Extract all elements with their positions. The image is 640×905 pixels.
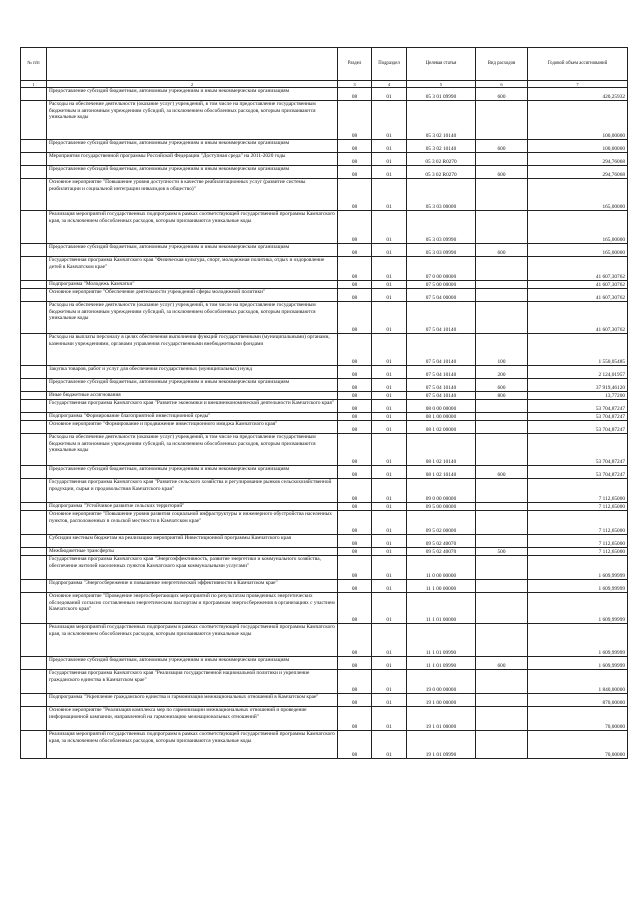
row-expense-type-cell: [476, 731, 528, 759]
row-expense-type-cell: [476, 624, 528, 657]
row-amount-cell: 41 607,30762: [528, 257, 628, 281]
row-subsection-cell: 01: [372, 289, 407, 302]
row-number-cell: [21, 281, 47, 289]
row-section-cell: 08: [338, 593, 372, 624]
row-name-cell: Основное мероприятие "Повышение уровня доступности в качестве реабилитационных услуг (развитие системы реабилитации и социальной интеграции инвалидов в общество)": [47, 179, 338, 211]
row-amount-cell: 2 124,01957: [528, 366, 628, 379]
row-amount-cell: 1 609,99999: [528, 556, 628, 580]
row-amount-cell: 7 112,65000: [528, 548, 628, 556]
row-section-cell: 08: [338, 657, 372, 670]
row-section-cell: 08: [338, 334, 372, 366]
row-subsection-cell: 01: [372, 101, 407, 140]
row-section-cell: 08: [338, 580, 372, 593]
row-name-cell: Предоставление субсидий бюджетным, автономным учреждениям и иным некоммерческим организациям: [47, 466, 338, 479]
row-name-cell: Государственная программа Камчатского края "Энергоэффективность, развитие энергетики и коммунального хозяйства, обеспечение жителей населенных пунктов Камчатского края коммунальными услугами": [47, 556, 338, 580]
row-expense-type-cell: [476, 707, 528, 731]
header-annual-amount: Годовой объем ассигнований: [528, 48, 628, 81]
budget-allocation-table: [20, 47, 628, 759]
row-number-cell: [21, 366, 47, 379]
row-subsection-cell: 01: [372, 302, 407, 334]
row-target-article-cell: 11 1 00 00000: [407, 580, 476, 593]
row-target-article-cell: 09 5 02 40070: [407, 548, 476, 556]
row-target-article-cell: 08 1 00 00000: [407, 413, 476, 421]
table-row: [21, 413, 628, 421]
column-index: 6: [476, 81, 528, 88]
row-name-cell: Реализация мероприятий государственных подпрограмм в рамках соответствующей государственной программы Камчатского края, за исключением обособленных расходов, которым присваиваются уникальные коды: [47, 211, 338, 244]
row-subsection-cell: 01: [372, 88, 407, 101]
row-subsection-cell: 01: [372, 334, 407, 366]
row-expense-type-cell: 600: [476, 379, 528, 392]
row-section-cell: 08: [338, 153, 372, 166]
row-expense-type-cell: [476, 694, 528, 707]
table-row: [21, 731, 628, 759]
row-target-article-cell: 07 5 04 10140: [407, 366, 476, 379]
table-row: [21, 434, 628, 466]
row-amount-cell: 7 112,65000: [528, 503, 628, 511]
row-name-cell: Основное мероприятие "Проведение энергосберегающих мероприятий по результатам проведенных энергетических обследований согласно составленным энергетическим паспортам и программам энергосбережения в организациях с участием Камчатского края": [47, 593, 338, 624]
row-target-article-cell: 11 0 00 00000: [407, 556, 476, 580]
row-section-cell: 08: [338, 302, 372, 334]
row-section-cell: 08: [338, 392, 372, 400]
row-target-article-cell: 05 3 01 09990: [407, 88, 476, 101]
row-amount-cell: 70,00000: [528, 731, 628, 759]
table-row: [21, 392, 628, 400]
table-row: [21, 302, 628, 334]
row-amount-cell: 100,00000: [528, 140, 628, 153]
row-amount-cell: 70,00000: [528, 707, 628, 731]
table-row: [21, 179, 628, 211]
row-expense-type-cell: [476, 289, 528, 302]
row-subsection-cell: 01: [372, 548, 407, 556]
row-amount-cell: 420,25932: [528, 88, 628, 101]
row-amount-cell: 7 112,65000: [528, 511, 628, 535]
row-amount-cell: 53 704,87247: [528, 400, 628, 413]
row-name-cell: Государственная программа Камчатского края "Реализация государственной национальной политики и укрепление гражданского единства в Камчатском крае": [47, 670, 338, 694]
row-section-cell: 08: [338, 211, 372, 244]
row-amount-cell: 7 112,65000: [528, 535, 628, 548]
row-amount-cell: 41 607,30762: [528, 281, 628, 289]
row-expense-type-cell: 600: [476, 140, 528, 153]
row-number-cell: [21, 657, 47, 670]
row-number-cell: [21, 289, 47, 302]
row-amount-cell: 53 704,87247: [528, 466, 628, 479]
table-row: [21, 88, 628, 101]
row-expense-type-cell: 600: [476, 657, 528, 670]
row-name-cell: Расходы на обеспечение деятельности (оказание услуг) учреждений, в том числе на предоставление государственным бюджетным и автономным учреждениям субсидий, за исключением обособленных расходов, которым присваиваются уникальные коды: [47, 101, 338, 140]
row-expense-type-cell: [476, 503, 528, 511]
row-number-cell: [21, 670, 47, 694]
table-row: [21, 400, 628, 413]
row-expense-type-cell: 200: [476, 366, 528, 379]
row-name-cell: Подпрограмма "Укрепление гражданского единства и гармонизация межнациональных отношений в Камчатском крае": [47, 694, 338, 707]
header-num: № п/п: [21, 48, 47, 81]
table-row: [21, 548, 628, 556]
row-target-article-cell: 05 3 02 10140: [407, 101, 476, 140]
row-amount-cell: 13,77200: [528, 392, 628, 400]
row-expense-type-cell: [476, 670, 528, 694]
row-number-cell: [21, 548, 47, 556]
row-amount-cell: 870,00000: [528, 694, 628, 707]
column-index: 5: [407, 81, 476, 88]
row-name-cell: Расходы на выплаты персоналу в целях обеспечения выполнения функций государственными (муниципальными) органами, казенными учреждениями, органами управления государственными внебюджетными фондами: [47, 334, 338, 366]
table-row: [21, 535, 628, 548]
row-expense-type-cell: 800: [476, 392, 528, 400]
row-target-article-cell: 07 5 04 00000: [407, 289, 476, 302]
table-row: [21, 244, 628, 257]
row-name-cell: Предоставление субсидий бюджетным, автономным учреждениям и иным некоммерческим организациям: [47, 657, 338, 670]
row-expense-type-cell: [476, 593, 528, 624]
row-target-article-cell: 19 0 00 00000: [407, 670, 476, 694]
table-row: [21, 281, 628, 289]
table-row: [21, 657, 628, 670]
row-name-cell: Реализация мероприятий государственных подпрограмм в рамках соответствующей государственной программы Камчатского края, за исключением обособленных расходов, которым присваиваются уникальные коды: [47, 731, 338, 759]
row-section-cell: 08: [338, 88, 372, 101]
row-target-article-cell: 05 3 02 10140: [407, 140, 476, 153]
row-target-article-cell: 08 0 00 00000: [407, 400, 476, 413]
row-target-article-cell: 07 5 04 10140: [407, 302, 476, 334]
row-number-cell: [21, 400, 47, 413]
table-row: [21, 479, 628, 503]
row-subsection-cell: 01: [372, 556, 407, 580]
row-target-article-cell: 08 1 02 10140: [407, 434, 476, 466]
row-target-article-cell: 19 1 00 00000: [407, 694, 476, 707]
row-number-cell: [21, 479, 47, 503]
row-name-cell: Основное мероприятие "Формирование и продвижение инвестиционного имиджа Камчатского края": [47, 421, 338, 434]
row-number-cell: [21, 624, 47, 657]
row-subsection-cell: 01: [372, 421, 407, 434]
header-expense-type: Вид расходов: [476, 48, 528, 81]
row-name-cell: Расходы на обеспечение деятельности (оказание услуг) учреждений, в том числе на предоставление государственным бюджетным и автономным учреждениям субсидий, за исключением обособленных расходов, которым присваиваются уникальные коды: [47, 434, 338, 466]
row-expense-type-cell: [476, 179, 528, 211]
row-expense-type-cell: [476, 535, 528, 548]
row-expense-type-cell: [476, 281, 528, 289]
row-number-cell: [21, 153, 47, 166]
row-expense-type-cell: [476, 580, 528, 593]
table-row: [21, 289, 628, 302]
row-subsection-cell: 01: [372, 466, 407, 479]
row-amount-cell: 1 840,00000: [528, 670, 628, 694]
row-target-article-cell: 05 3 02 R0270: [407, 166, 476, 179]
row-target-article-cell: 05 3 02 R0270: [407, 153, 476, 166]
row-number-cell: [21, 257, 47, 281]
row-subsection-cell: 01: [372, 179, 407, 211]
row-subsection-cell: 01: [372, 731, 407, 759]
table-row: [21, 166, 628, 179]
row-name-cell: Предоставление субсидий бюджетным, автономным учреждениям и иным некоммерческим организациям: [47, 140, 338, 153]
row-expense-type-cell: [476, 302, 528, 334]
table-row: [21, 593, 628, 624]
row-section-cell: 08: [338, 166, 372, 179]
table-row: [21, 421, 628, 434]
row-name-cell: Подпрограмма "Энергосбережение и повышение энергетической эффективности в Камчатском крае": [47, 580, 338, 593]
row-number-cell: [21, 707, 47, 731]
row-subsection-cell: 01: [372, 511, 407, 535]
row-expense-type-cell: [476, 101, 528, 140]
column-index: 2: [47, 81, 338, 88]
row-amount-cell: 1 550,05485: [528, 334, 628, 366]
row-section-cell: 08: [338, 281, 372, 289]
row-amount-cell: 7 112,65000: [528, 479, 628, 503]
row-subsection-cell: 01: [372, 244, 407, 257]
row-name-cell: Основное мероприятие "Обеспечение деятельности учреждений сферы молодежной политики": [47, 289, 338, 302]
row-name-cell: Реализация мероприятий государственных подпрограмм в рамках соответствующей государственной программы Камчатского края, за исключением обособленных расходов, которым присваиваются уникальные коды: [47, 624, 338, 657]
row-target-article-cell: 19 1 01 00000: [407, 707, 476, 731]
row-number-cell: [21, 503, 47, 511]
row-number-cell: [21, 140, 47, 153]
table-row: [21, 503, 628, 511]
row-section-cell: 08: [338, 731, 372, 759]
row-expense-type-cell: [476, 556, 528, 580]
row-target-article-cell: 11 1 01 09990: [407, 657, 476, 670]
row-expense-type-cell: [476, 257, 528, 281]
row-amount-cell: 1 609,99999: [528, 580, 628, 593]
row-target-article-cell: 11 1 01 00000: [407, 593, 476, 624]
row-section-cell: 08: [338, 511, 372, 535]
row-number-cell: [21, 166, 47, 179]
row-section-cell: 08: [338, 379, 372, 392]
row-name-cell: Подпрограмма "Устойчивое развитие сельских территорий": [47, 503, 338, 511]
row-amount-cell: 53 704,87247: [528, 421, 628, 434]
budget-table-sheet: [20, 47, 627, 759]
row-number-cell: [21, 466, 47, 479]
table-row: [21, 694, 628, 707]
row-expense-type-cell: [476, 479, 528, 503]
row-name-cell: Основное мероприятие "Реализация комплекса мер по гармонизации межнациональных отношений и проведение информационной кампании, направленной на гармонизацию межнациональных отношений": [47, 707, 338, 731]
row-name-cell: Подпрограмма "Формирование благоприятной инвестиционной среды": [47, 413, 338, 421]
row-subsection-cell: 01: [372, 400, 407, 413]
row-target-article-cell: 05 3 03 09990: [407, 244, 476, 257]
table-row: [21, 257, 628, 281]
row-number-cell: [21, 211, 47, 244]
row-subsection-cell: 01: [372, 413, 407, 421]
table-row: [21, 334, 628, 366]
row-amount-cell: 1 609,99999: [528, 657, 628, 670]
table-row: [21, 707, 628, 731]
row-subsection-cell: 01: [372, 379, 407, 392]
row-amount-cell: 41 607,30762: [528, 302, 628, 334]
row-number-cell: [21, 694, 47, 707]
row-subsection-cell: 01: [372, 624, 407, 657]
row-expense-type-cell: [476, 413, 528, 421]
row-target-article-cell: 08 1 02 00000: [407, 421, 476, 434]
table-row: [21, 670, 628, 694]
row-amount-cell: 100,00000: [528, 101, 628, 140]
row-number-cell: [21, 593, 47, 624]
row-section-cell: 08: [338, 257, 372, 281]
row-expense-type-cell: 100: [476, 334, 528, 366]
row-expense-type-cell: 600: [476, 466, 528, 479]
table-body: [21, 88, 628, 759]
table-row: [21, 580, 628, 593]
row-number-cell: [21, 302, 47, 334]
row-subsection-cell: 01: [372, 434, 407, 466]
row-name-cell: Субсидии местным бюджетам на реализацию мероприятий Инвестиционной программы Камчатского края: [47, 535, 338, 548]
column-index: 1: [21, 81, 47, 88]
row-amount-cell: 165,00000: [528, 179, 628, 211]
row-name-cell: Государственная программа Камчатского края "Развитие сельского хозяйства и регулирование рынков сельскохозяйственной продукции, сырья и продовольствия Камчатского края": [47, 479, 338, 503]
table-row: [21, 556, 628, 580]
column-index: 3: [338, 81, 372, 88]
row-subsection-cell: 01: [372, 503, 407, 511]
row-name-cell: Предоставление субсидий бюджетным, автономным учреждениям и иным некоммерческим организациям: [47, 244, 338, 257]
row-number-cell: [21, 580, 47, 593]
table-header-row: [21, 48, 628, 81]
row-number-cell: [21, 179, 47, 211]
row-section-cell: 08: [338, 413, 372, 421]
row-number-cell: [21, 731, 47, 759]
table-row: [21, 379, 628, 392]
row-section-cell: 08: [338, 244, 372, 257]
row-number-cell: [21, 413, 47, 421]
table-row: [21, 140, 628, 153]
row-section-cell: 08: [338, 670, 372, 694]
row-subsection-cell: 01: [372, 281, 407, 289]
row-subsection-cell: 01: [372, 166, 407, 179]
header-section: Раздел: [338, 48, 372, 81]
row-subsection-cell: 01: [372, 580, 407, 593]
row-expense-type-cell: 600: [476, 244, 528, 257]
row-subsection-cell: 01: [372, 694, 407, 707]
header-name: [47, 48, 338, 81]
row-section-cell: 08: [338, 421, 372, 434]
row-section-cell: 08: [338, 556, 372, 580]
row-number-cell: [21, 421, 47, 434]
row-amount-cell: 294,76068: [528, 166, 628, 179]
row-section-cell: 08: [338, 624, 372, 657]
row-expense-type-cell: [476, 211, 528, 244]
column-index: 7: [528, 81, 628, 88]
row-expense-type-cell: 600: [476, 88, 528, 101]
row-expense-type-cell: [476, 511, 528, 535]
row-subsection-cell: 01: [372, 657, 407, 670]
row-amount-cell: 294,76068: [528, 153, 628, 166]
row-section-cell: 08: [338, 400, 372, 413]
row-number-cell: [21, 511, 47, 535]
row-expense-type-cell: [476, 153, 528, 166]
row-expense-type-cell: [476, 421, 528, 434]
row-section-cell: 08: [338, 366, 372, 379]
row-section-cell: 08: [338, 503, 372, 511]
row-number-cell: [21, 535, 47, 548]
table-row: [21, 624, 628, 657]
row-target-article-cell: 08 1 02 10140: [407, 466, 476, 479]
row-section-cell: 08: [338, 140, 372, 153]
row-section-cell: 08: [338, 101, 372, 140]
row-target-article-cell: 07 5 00 00000: [407, 281, 476, 289]
row-target-article-cell: 07 5 04 10140: [407, 334, 476, 366]
row-section-cell: 08: [338, 434, 372, 466]
row-amount-cell: 1 609,99999: [528, 624, 628, 657]
row-number-cell: [21, 88, 47, 101]
row-section-cell: 08: [338, 466, 372, 479]
row-subsection-cell: 01: [372, 707, 407, 731]
row-number-cell: [21, 379, 47, 392]
row-subsection-cell: 01: [372, 140, 407, 153]
row-number-cell: [21, 101, 47, 140]
row-target-article-cell: 09 5 02 40070: [407, 535, 476, 548]
header-target-article: Целевая статья: [407, 48, 476, 81]
row-expense-type-cell: [476, 434, 528, 466]
row-name-cell: Предоставление субсидий бюджетным, автономным учреждениям и иным некоммерческим организациям: [47, 379, 338, 392]
row-subsection-cell: 01: [372, 153, 407, 166]
row-section-cell: 08: [338, 707, 372, 731]
row-name-cell: Мероприятия государственной программы Российской Федерации "Доступная среда" на 2011-2020 годы: [47, 153, 338, 166]
row-target-article-cell: 09 5 00 00000: [407, 503, 476, 511]
row-subsection-cell: 01: [372, 366, 407, 379]
row-subsection-cell: 01: [372, 593, 407, 624]
row-section-cell: 08: [338, 548, 372, 556]
row-amount-cell: 41 607,30762: [528, 289, 628, 302]
column-index-row: [21, 81, 628, 88]
row-subsection-cell: 01: [372, 535, 407, 548]
row-name-cell: Межбюджетные трансферты: [47, 548, 338, 556]
row-name-cell: Государственная программа Камчатского края "Физическая культура, спорт, молодежная политика, отдых и оздоровление детей в Камчатском крае": [47, 257, 338, 281]
row-expense-type-cell: 600: [476, 166, 528, 179]
row-target-article-cell: 19 1 01 09990: [407, 731, 476, 759]
row-section-cell: 08: [338, 694, 372, 707]
table-row: [21, 366, 628, 379]
row-target-article-cell: 07 5 04 10140: [407, 392, 476, 400]
row-subsection-cell: 01: [372, 479, 407, 503]
row-amount-cell: 53 704,87247: [528, 434, 628, 466]
row-section-cell: 08: [338, 535, 372, 548]
row-target-article-cell: 07 5 04 10140: [407, 379, 476, 392]
row-number-cell: [21, 434, 47, 466]
row-name-cell: Государственная программа Камчатского края "Развитие экономики и внешнеэкономической деятельности Камчатского края": [47, 400, 338, 413]
row-number-cell: [21, 334, 47, 366]
row-name-cell: Закупка товаров, работ и услуг для обеспечения государственных (муниципальных) нужд: [47, 366, 338, 379]
row-number-cell: [21, 556, 47, 580]
row-subsection-cell: 01: [372, 211, 407, 244]
row-amount-cell: 165,00000: [528, 211, 628, 244]
row-name-cell: Предоставление субсидий бюджетным, автономным учреждениям и иным некоммерческим организациям: [47, 166, 338, 179]
row-target-article-cell: 11 1 01 09990: [407, 624, 476, 657]
row-amount-cell: 1 609,99999: [528, 593, 628, 624]
row-section-cell: 08: [338, 289, 372, 302]
row-name-cell: Предоставление субсидий бюджетным, автономным учреждениям и иным некоммерческим организациям: [47, 88, 338, 101]
table-row: [21, 153, 628, 166]
row-amount-cell: 53 704,87247: [528, 413, 628, 421]
row-number-cell: [21, 244, 47, 257]
row-subsection-cell: 01: [372, 392, 407, 400]
row-name-cell: Основное мероприятие "Повышение уровня развития социальной инфраструктуры и инженерного обустройства населенных пунктов, расположенных в сельской местности в Камчатском крае": [47, 511, 338, 535]
row-name-cell: Иные бюджетные ассигнования: [47, 392, 338, 400]
table-row: [21, 511, 628, 535]
row-name-cell: Подпрограмма "Молодежь Камчатки": [47, 281, 338, 289]
table-row: [21, 101, 628, 140]
row-amount-cell: 37 919,46120: [528, 379, 628, 392]
row-amount-cell: 165,00000: [528, 244, 628, 257]
table-row: [21, 211, 628, 244]
column-index: 4: [372, 81, 407, 88]
table-row: [21, 466, 628, 479]
row-expense-type-cell: 500: [476, 548, 528, 556]
row-name-cell: Расходы на обеспечение деятельности (оказание услуг) учреждений, в том числе на предоставление государственным бюджетным и автономным учреждениям субсидий, за исключением обособленных расходов, которым присваиваются уникальные коды: [47, 302, 338, 334]
row-target-article-cell: 07 0 00 00000: [407, 257, 476, 281]
row-target-article-cell: 05 3 03 09990: [407, 211, 476, 244]
row-section-cell: 08: [338, 479, 372, 503]
row-subsection-cell: 01: [372, 670, 407, 694]
row-section-cell: 08: [338, 179, 372, 211]
row-target-article-cell: 05 3 03 00000: [407, 179, 476, 211]
row-number-cell: [21, 392, 47, 400]
header-subsection: Подраздел: [372, 48, 407, 81]
row-target-article-cell: 09 0 00 00000: [407, 479, 476, 503]
row-subsection-cell: 01: [372, 257, 407, 281]
row-expense-type-cell: [476, 400, 528, 413]
row-target-article-cell: 09 5 02 00000: [407, 511, 476, 535]
